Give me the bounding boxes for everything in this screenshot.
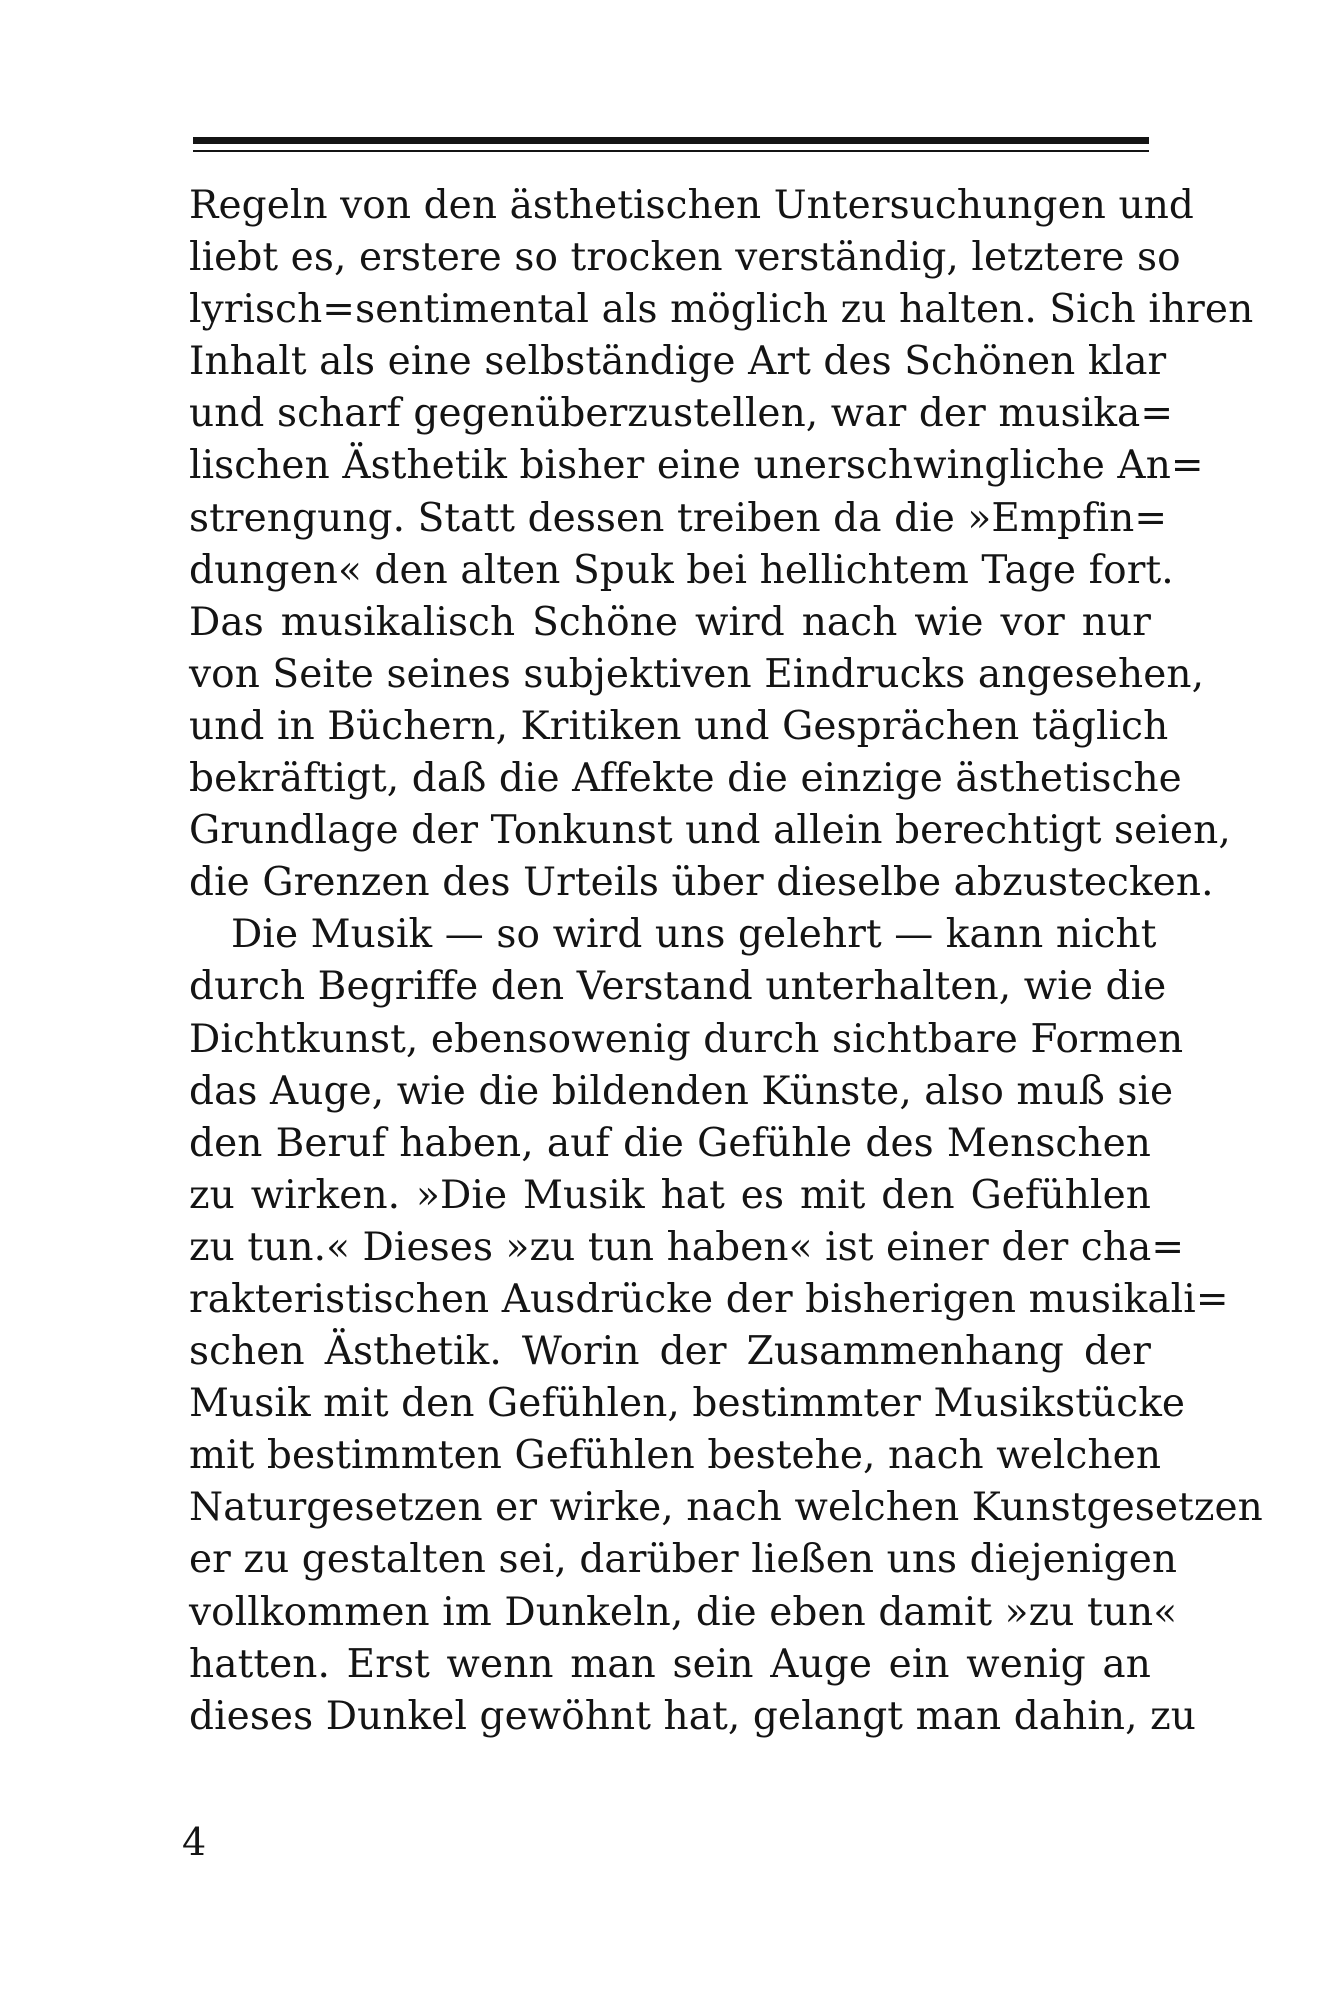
text-line: er zu gestalten sei, darüber ließen uns diejenigen (189, 1537, 1178, 1583)
text-line: dieses Dunkel gewöhnt hat, gelangt man dahin, zu (189, 1693, 1197, 1739)
text-line: Das musikalisch Schöne wird nach wie vor nur (189, 599, 1151, 645)
body-text (189, 180, 1263, 1743)
text-line: bekräftigt, daß die Affekte die einzige ästhetische (189, 756, 1182, 802)
text-line: Musik mit den Gefühlen, bestimmter Musikstücke (189, 1381, 1186, 1427)
text-line: lyrisch=sentimental als möglich zu halten. Sich ihren (189, 287, 1254, 333)
header-rule-thick (193, 137, 1149, 144)
text-line: Naturgesetzen er wirke, nach welchen Kunstgesetzen (189, 1485, 1263, 1531)
text-line: zu wirken. »Die Musik hat es mit den Gefühlen (189, 1172, 1151, 1218)
text-line: schen Ästhetik. Worin der Zusammenhang der (189, 1329, 1151, 1375)
text-line: die Grenzen des Urteils über dieselbe abzustecken. (189, 860, 1214, 906)
text-line: vollkommen im Dunkeln, die eben damit »zu tun« (189, 1589, 1178, 1635)
text-line: zu tun.« Dieses »zu tun haben« ist einer der cha= (189, 1224, 1185, 1270)
text-line: Inhalt als eine selbständige Art des Schönen klar (189, 339, 1167, 385)
text-line: und scharf gegenüberzustellen, war der musika= (189, 391, 1174, 437)
text-line: hatten. Erst wenn man sein Auge ein wenig an (189, 1641, 1151, 1687)
text-line: den Beruf haben, auf die Gefühle des Menschen (189, 1120, 1151, 1166)
text-line: durch Begriffe den Verstand unterhalten, wie die (189, 964, 1167, 1010)
text-line: Grundlage der Tonkunst und allein berechtigt seien, (189, 808, 1231, 854)
text-line: dungen« den alten Spuk bei hellichtem Tage fort. (189, 547, 1174, 593)
text-line: und in Büchern, Kritiken und Gesprächen täglich (189, 703, 1169, 749)
text-line: strengung. Statt dessen treiben da die »Empfin= (189, 495, 1168, 541)
text-line: Die Musik — so wird uns gelehrt — kann nicht (231, 912, 1157, 958)
text-line: rakteristischen Ausdrücke der bisherigen musikali= (189, 1276, 1229, 1322)
text-line: Regeln von den ästhetischen Untersuchungen und (189, 183, 1194, 228)
text-line: Dichtkunst, ebensowenig durch sichtbare Formen (189, 1016, 1184, 1062)
text-line: das Auge, wie die bildenden Künste, also muß sie (189, 1068, 1174, 1114)
text-line: liebt es, erstere so trocken verständig, letztere so (189, 235, 1181, 281)
page-number: 4 (182, 1820, 207, 1864)
text-line: von Seite seines subjektiven Eindrucks angesehen, (189, 651, 1205, 697)
text-line: lischen Ästhetik bisher eine unerschwingliche An= (189, 443, 1204, 489)
header-rule-thin (193, 150, 1149, 152)
text-line: mit bestimmten Gefühlen bestehe, nach welchen (189, 1433, 1162, 1479)
